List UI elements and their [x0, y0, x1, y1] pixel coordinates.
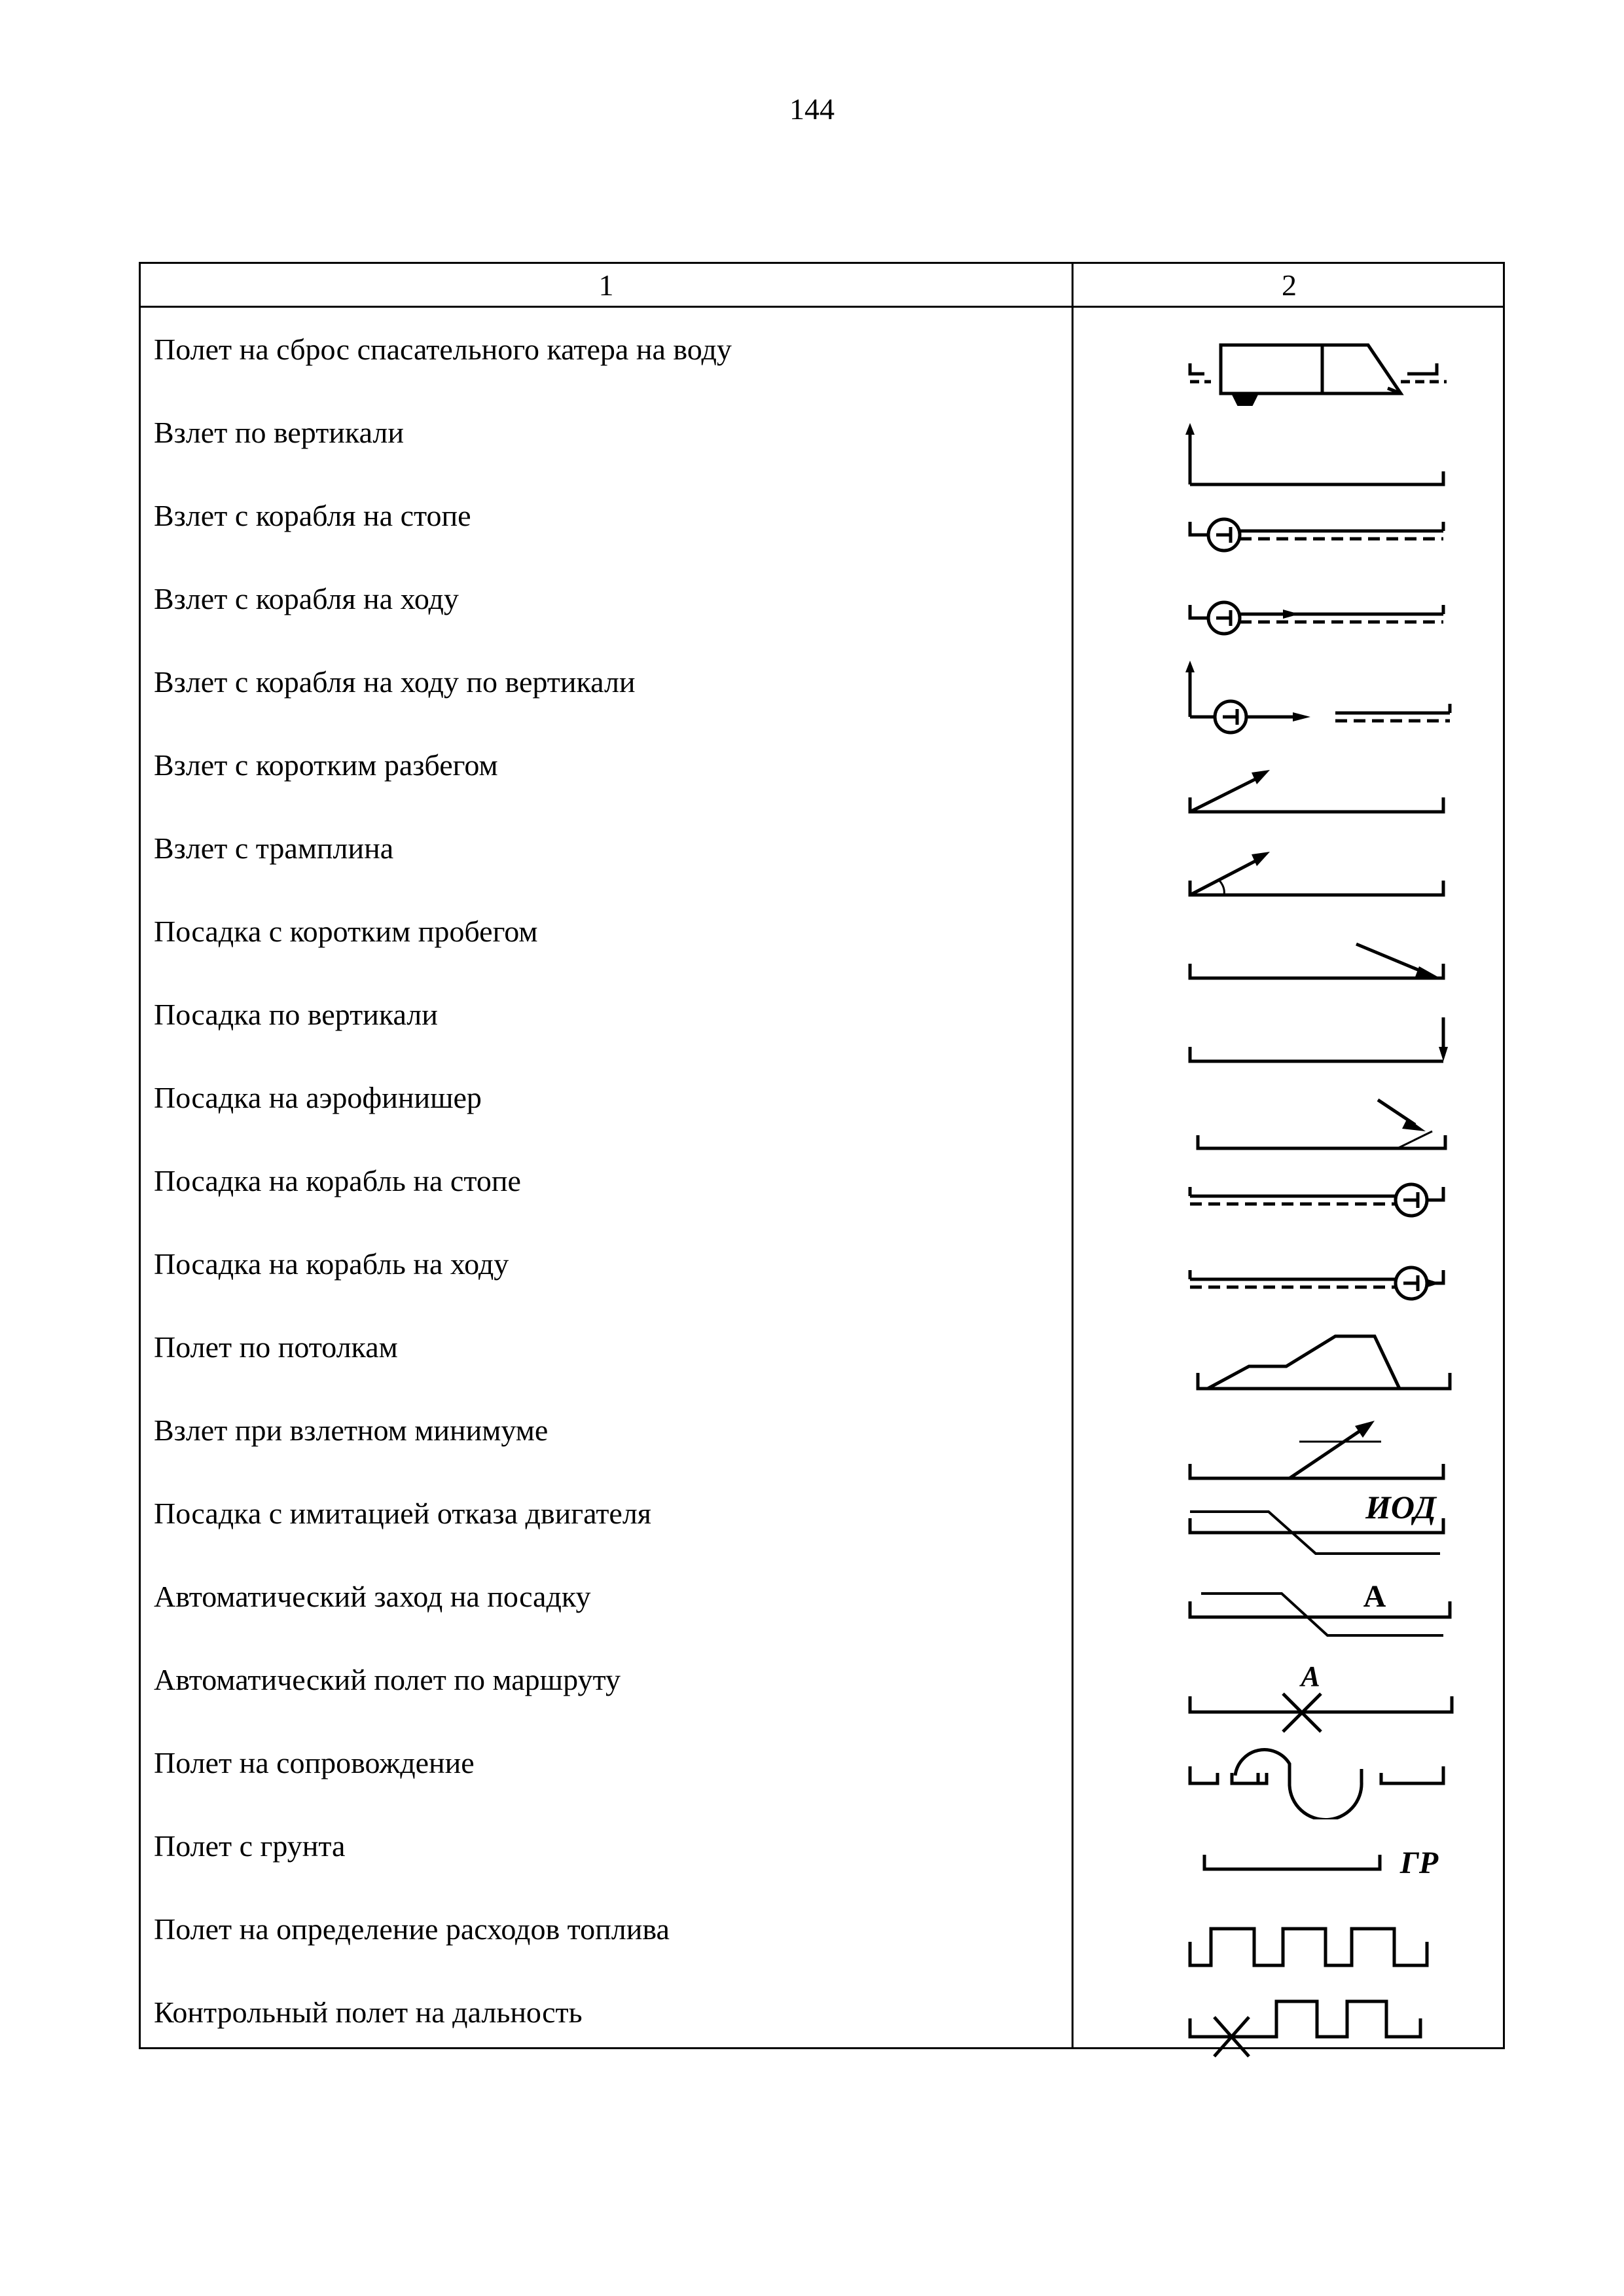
- engine-failure-text: ИОД: [1365, 1489, 1436, 1525]
- row-label: Взлет с корабля на стопе: [154, 499, 471, 532]
- vertical-takeoff-symbol: [1074, 406, 1505, 489]
- column-header-1: 1: [598, 268, 614, 302]
- ground-text: ГР: [1399, 1846, 1439, 1880]
- page-number: 144: [789, 92, 835, 126]
- row-label: Контрольный полет на дальность: [154, 1995, 583, 2029]
- row-label: Посадка с коротким пробегом: [154, 915, 538, 948]
- minimum-takeoff-symbol: [1074, 1404, 1505, 1487]
- ship-stop-landing-symbol: [1074, 1154, 1505, 1237]
- ship-moving-vertical-takeoff-symbol: [1074, 655, 1505, 738]
- escort-flight-symbol: [1074, 1736, 1505, 1819]
- row-label: Взлет с трамплина: [154, 831, 394, 865]
- row-label: Полет по потолкам: [154, 1330, 398, 1364]
- row-label: Посадка по вертикали: [154, 998, 438, 1031]
- auto-approach-symbol: [1074, 1570, 1505, 1653]
- row-label: Взлет с коротким разбегом: [154, 748, 498, 782]
- row-label: Взлет по вертикали: [154, 416, 404, 449]
- row-label: Автоматический заход на посадку: [154, 1580, 591, 1613]
- row-label: Взлет при взлетном минимуме: [154, 1413, 549, 1447]
- row-label: Посадка с имитацией отказа двигателя: [154, 1497, 651, 1530]
- row-label: Полет на определение расходов топлива: [154, 1912, 670, 1946]
- auto-approach-text: А: [1363, 1579, 1386, 1614]
- auto-route-flight-symbol: [1074, 1653, 1505, 1736]
- row-label: Полет с грунта: [154, 1829, 346, 1863]
- row-label: Полет на сброс спасательного катера на воду: [154, 333, 732, 366]
- symbols-table: [139, 262, 1505, 2049]
- row-label: Посадка на корабль на стопе: [154, 1164, 521, 1197]
- short-run-landing-symbol: [1074, 905, 1505, 988]
- ceiling-flight-symbol: [1074, 1321, 1505, 1404]
- ski-jump-takeoff-symbol: [1074, 822, 1505, 905]
- short-run-takeoff-symbol: [1074, 738, 1505, 822]
- engine-failure-landing-symbol: [1074, 1487, 1505, 1570]
- ship-moving-takeoff-symbol: [1074, 572, 1505, 655]
- ship-stop-takeoff-symbol: [1074, 489, 1505, 572]
- lifeboat-drop-symbol: [1074, 323, 1505, 406]
- fuel-consumption-flight-symbol: [1074, 1903, 1505, 1986]
- arrester-landing-symbol: [1074, 1071, 1505, 1154]
- row-label: Посадка на аэрофинишер: [154, 1081, 482, 1114]
- ship-moving-landing-symbol: [1074, 1237, 1505, 1321]
- ground-flight-symbol: [1074, 1819, 1505, 1903]
- row-label: Автоматический полет по маршруту: [154, 1663, 621, 1696]
- auto-route-text: А: [1301, 1660, 1320, 1692]
- vertical-landing-symbol: [1074, 988, 1505, 1071]
- row-label: Посадка на корабль на ходу: [154, 1247, 509, 1281]
- header-divider: [141, 306, 1503, 308]
- range-control-flight-symbol: [1074, 1977, 1505, 2060]
- row-label: Взлет с корабля на ходу по вертикали: [154, 665, 636, 699]
- column-header-2: 2: [1282, 268, 1297, 302]
- row-label: Полет на сопровождение: [154, 1746, 475, 1779]
- row-label: Взлет с корабля на ходу: [154, 582, 459, 615]
